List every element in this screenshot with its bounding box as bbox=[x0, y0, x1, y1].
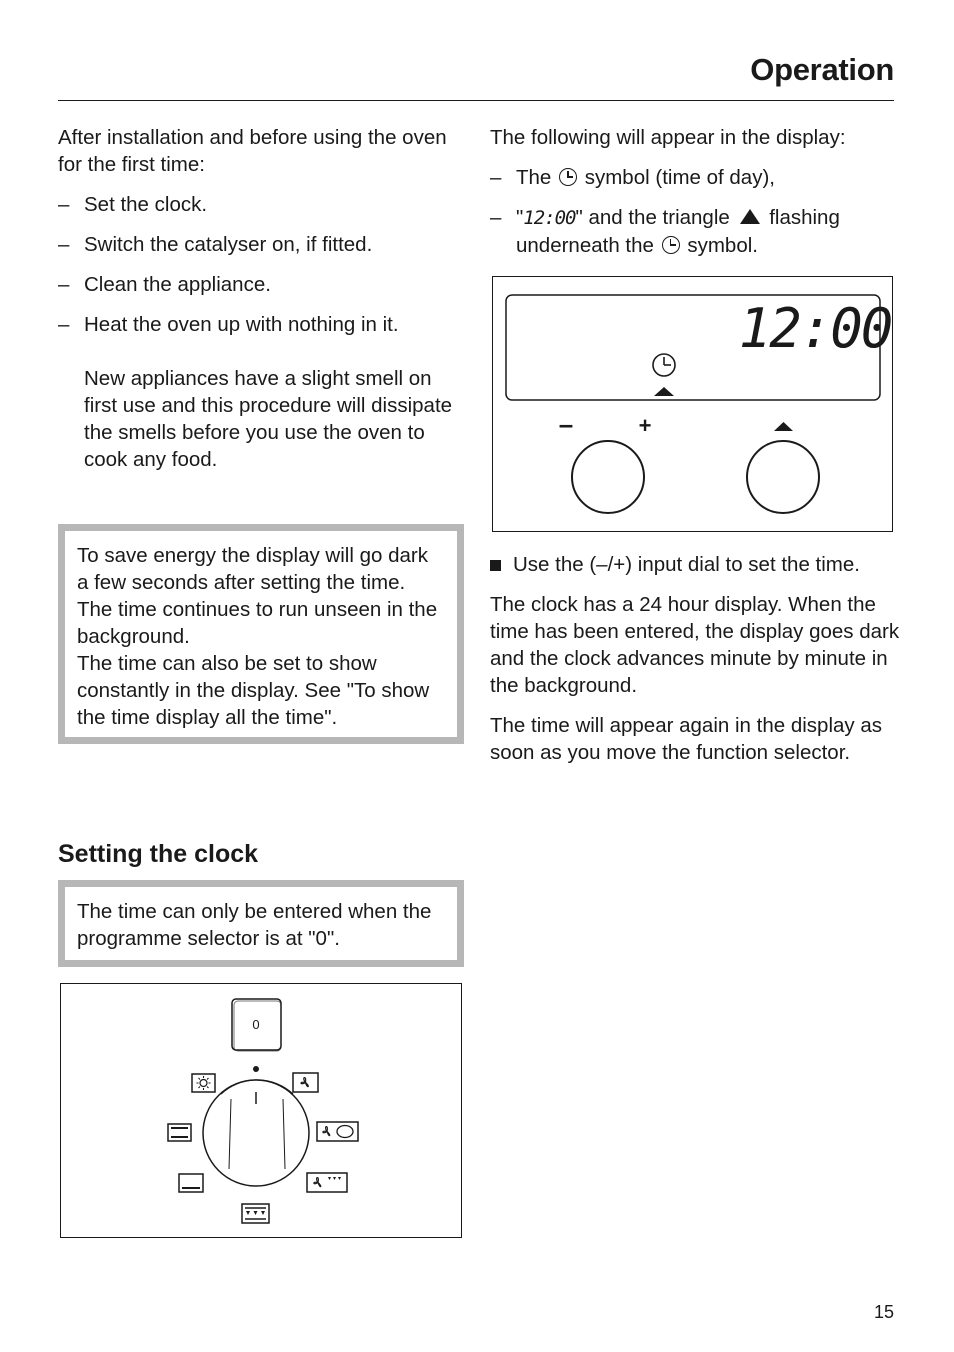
triangle-button-icon bbox=[774, 422, 793, 431]
oven-display-diagram bbox=[492, 276, 893, 532]
step-item: – Clean the appliance. bbox=[58, 271, 468, 298]
energy-note-box bbox=[58, 524, 464, 744]
step-item: – Set the clock. bbox=[58, 191, 468, 218]
plus-label: + bbox=[638, 413, 652, 438]
display-illustration bbox=[493, 277, 891, 530]
bottom-heat-icon bbox=[179, 1174, 203, 1192]
instruction-bullet: Use the (–/+) input dial to set the time. bbox=[490, 551, 900, 578]
note-line: The time can only be entered when the programme selector is at "0". bbox=[77, 900, 432, 950]
note-line: The time continues to run unseen in the background. bbox=[77, 598, 438, 648]
time-reappear-text: The time will appear again in the display as soon as you move the function selector. bbox=[490, 714, 882, 764]
step-item-text: Heat the oven up with nothing in it. bbox=[84, 313, 399, 336]
triangle-icon bbox=[740, 209, 760, 224]
clock-icon bbox=[662, 236, 680, 254]
intro-text: After installation and before using the oven for the first time: bbox=[58, 126, 447, 176]
function-selector-diagram bbox=[60, 983, 462, 1238]
zero-position-label: 0 bbox=[252, 1017, 260, 1032]
clock-icon bbox=[559, 168, 577, 186]
right-column-lower bbox=[490, 551, 900, 779]
triangle-button-dial[interactable] bbox=[747, 441, 819, 513]
selector-note-box bbox=[58, 880, 464, 967]
page-title: Operation bbox=[750, 52, 894, 87]
bullet-square-icon bbox=[490, 560, 501, 571]
fan-icon bbox=[293, 1073, 318, 1092]
conventional-heat-icon bbox=[168, 1124, 191, 1141]
grill-fan-icon bbox=[192, 1074, 215, 1092]
steps-note: New appliances have a slight smell on first use and this procedure will dissipate the smells before you use the oven to cook any food. bbox=[84, 367, 453, 471]
clock-info-text: The clock has a 24 hour display. When the time has been entered, the display goes dark and the clock advances minute by minute in the background. bbox=[490, 593, 900, 697]
left-column bbox=[58, 124, 468, 473]
intensive-icon bbox=[242, 1204, 269, 1223]
display-item: – "12:00" and the triangle flashing underneath the symbol. bbox=[490, 204, 900, 259]
time-digits-inline: 12:00 bbox=[523, 207, 576, 229]
right-column bbox=[490, 124, 900, 272]
display-item: – The symbol (time of day), bbox=[490, 164, 900, 191]
note-line: To save energy the display will go dark a few seconds after setting the time. bbox=[77, 544, 428, 594]
page-number: 15 bbox=[873, 1302, 894, 1322]
lcd-time-readout: 12:00 bbox=[738, 297, 891, 360]
position-marker-dot bbox=[253, 1066, 259, 1072]
header-divider bbox=[58, 100, 894, 101]
fan-grill-icon bbox=[317, 1122, 358, 1141]
display-intro: The following will appear in the display: bbox=[490, 126, 846, 149]
note-line: The time can also be set to show constantly in the display. See "To show the time display all the time". bbox=[77, 652, 430, 729]
step-item bbox=[58, 311, 468, 338]
input-dial-minus-plus[interactable] bbox=[572, 441, 644, 513]
minus-label: – bbox=[558, 409, 574, 439]
step-item: – Switch the catalyser on, if fitted. bbox=[58, 231, 468, 258]
fan-plus-icon bbox=[307, 1173, 347, 1192]
function-selector-illustration bbox=[61, 984, 460, 1236]
section-heading: Setting the clock bbox=[58, 840, 259, 868]
